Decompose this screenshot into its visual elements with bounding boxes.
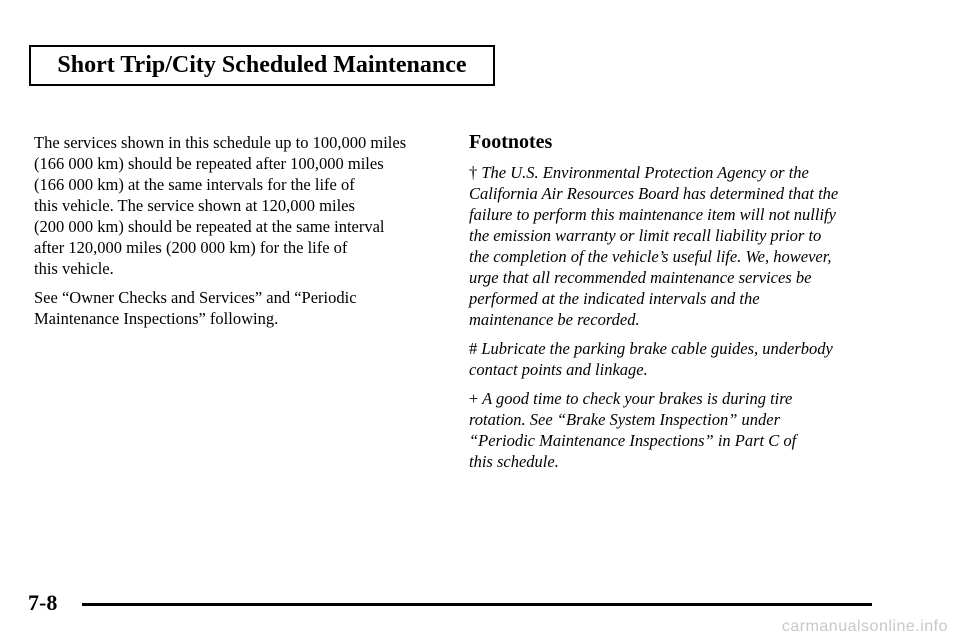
page-title: Short Trip/City Scheduled Maintenance — [57, 52, 467, 78]
left-column — [34, 132, 444, 337]
footnote-text: A good time to check your brakes is during tire — [478, 389, 793, 408]
schedule-repeat-paragraph — [34, 132, 444, 279]
text-line: (166 000 km) should be repeated after 100,000 miles — [34, 154, 384, 173]
text-line: the completion of the vehicle’s useful life. We, however, — [469, 247, 832, 266]
text-line: (166 000 km) at the same intervals for the life of — [34, 175, 355, 194]
text-line: (200 000 km) should be repeated at the same interval — [34, 217, 385, 236]
footnotes-heading: Footnotes — [469, 131, 553, 153]
watermark: carmanualsonline.info — [781, 618, 948, 635]
text-line: California Air Resources Board has determined that the — [469, 184, 839, 203]
footnote-text: Lubricate the parking brake cable guides, underbody — [477, 339, 833, 358]
text-line: contact points and linkage. — [469, 360, 648, 379]
footnote-line-first — [469, 388, 889, 409]
footnote-text: The U.S. Environmental Protection Agency or the — [477, 163, 809, 182]
text-line: The services shown in this schedule up to 100,000 miles — [34, 133, 407, 152]
text-line: the emission warranty or limit recall liability prior to — [469, 226, 822, 245]
text-line: rotation. See “Brake System Inspection” under — [469, 410, 781, 429]
text-line: this vehicle. The service shown at 120,000 miles — [34, 196, 355, 215]
footnote-line-first — [469, 162, 889, 183]
dagger-symbol: † — [469, 163, 478, 182]
header-box — [29, 45, 495, 86]
text-line: failure to perform this maintenance item will not nullify — [469, 205, 836, 224]
footnote-dagger — [469, 162, 889, 330]
text-line: Maintenance Inspections” following. — [34, 309, 279, 328]
text-line: See “Owner Checks and Services” and “Periodic — [34, 288, 357, 307]
text-line: “Periodic Maintenance Inspections” in Part C of — [469, 431, 797, 450]
text-line: performed at the indicated intervals and the — [469, 289, 760, 308]
footnotes-section — [469, 130, 889, 480]
footnote-line-first — [469, 338, 889, 359]
footer-rule — [82, 603, 872, 606]
text-line: after 120,000 miles (200 000 km) for the life of — [34, 238, 348, 257]
text-line: this vehicle. — [34, 259, 114, 278]
hash-symbol: # — [469, 339, 478, 358]
page-number: 7-8 — [28, 590, 58, 615]
plus-symbol: + — [469, 389, 479, 408]
text-line: urge that all recommended maintenance services be — [469, 268, 812, 287]
see-also-paragraph — [34, 287, 444, 329]
footnote-plus — [469, 388, 889, 472]
text-line: this schedule. — [469, 452, 559, 471]
footnote-hash — [469, 338, 889, 380]
text-line: maintenance be recorded. — [469, 310, 640, 329]
